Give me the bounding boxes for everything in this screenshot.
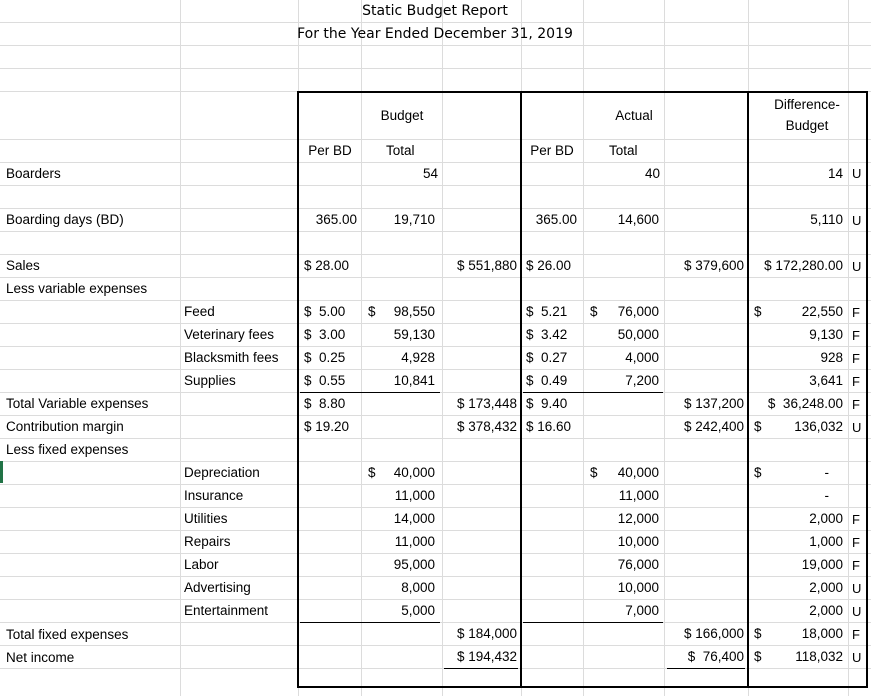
actual-total: 10,000 <box>617 580 659 595</box>
actual-total: 14,600 <box>617 212 659 227</box>
difference-currency: $ <box>754 304 762 319</box>
variance-flag: U <box>852 259 862 274</box>
row-label: Total Variable expenses <box>6 396 149 411</box>
row-label: Blacksmith fees <box>184 350 279 365</box>
row-label: Advertising <box>184 580 251 595</box>
difference-currency: $ <box>754 465 762 480</box>
gridline <box>180 0 181 696</box>
report-title: Static Budget Report <box>362 3 508 19</box>
budget-total: 59,130 <box>393 327 435 342</box>
budget-sum: $ 173,448 <box>456 396 517 411</box>
actual-per-bd: $ 0.49 <box>526 373 568 388</box>
row-label: Boarding days (BD) <box>6 212 124 227</box>
difference-value: - <box>824 465 829 480</box>
variance-flag: F <box>852 512 860 527</box>
total-underline <box>444 668 518 669</box>
variance-flag: F <box>852 535 860 550</box>
difference-value: $ 172,280.00 <box>764 258 843 273</box>
row-label: Net income <box>6 650 75 665</box>
actual-per-bd: $ 3.42 <box>526 327 568 342</box>
budget-per-bd: $ 28.00 <box>304 258 350 273</box>
actual-total: 12,000 <box>617 511 659 526</box>
gridline <box>0 277 871 278</box>
row-label: Insurance <box>184 488 244 503</box>
gridline <box>0 162 871 163</box>
budget-total: 4,928 <box>401 350 435 365</box>
subtotal-underline <box>300 392 440 393</box>
row-label: Supplies <box>184 373 236 388</box>
actual-total: 7,000 <box>625 603 659 618</box>
border-right <box>866 91 868 688</box>
actual-total: 40,000 <box>617 465 659 480</box>
gridline <box>0 300 871 301</box>
budget-per-bd: $ 0.25 <box>304 350 346 365</box>
row-label: Repairs <box>184 534 231 549</box>
row-label: Total fixed expenses <box>6 627 129 642</box>
row-label: Veterinary fees <box>184 327 275 342</box>
section-label: Less fixed expenses <box>6 442 129 457</box>
variance-flag: F <box>852 627 860 642</box>
gridline <box>0 530 871 531</box>
gridline <box>442 0 443 696</box>
difference-currency: $ <box>754 626 762 641</box>
actual-currency: $ <box>590 465 598 480</box>
gridline <box>0 231 871 232</box>
budget-currency: $ <box>368 304 376 319</box>
variance-flag: F <box>852 397 860 412</box>
variance-flag: F <box>852 558 860 573</box>
variance-flag: F <box>852 328 860 343</box>
difference-value: - <box>824 488 829 503</box>
actual-total: 76,000 <box>617 557 659 572</box>
actual-sum: $ 379,600 <box>683 258 744 273</box>
actual-total: 11,000 <box>618 488 659 503</box>
budget-total: 8,000 <box>401 580 435 595</box>
actual-per-bd: $ 16.60 <box>526 419 572 434</box>
budget-total-header: Total <box>386 143 415 158</box>
gridline <box>0 185 871 186</box>
budget-per-bd: 365.00 <box>315 212 357 227</box>
difference-value: 2,000 <box>809 511 843 526</box>
subtotal-underline <box>523 392 663 393</box>
report-subtitle: For the Year Ended December 31, 2019 <box>297 26 573 42</box>
budget-per-bd-header: Per BD <box>308 143 352 158</box>
difference-header-line1: Difference- <box>774 97 840 112</box>
actual-currency: $ <box>590 304 598 319</box>
variance-flag: F <box>852 374 860 389</box>
variance-flag: U <box>852 166 862 181</box>
variance-flag: U <box>852 650 862 665</box>
actual-per-bd-header: Per BD <box>530 143 574 158</box>
difference-currency: $ <box>754 649 762 664</box>
variance-flag: U <box>852 420 862 435</box>
gridline <box>0 68 871 69</box>
difference-value: 22,550 <box>801 304 843 319</box>
variance-flag: U <box>852 213 862 228</box>
actual-total: 7,200 <box>625 373 659 388</box>
gridline <box>0 438 871 439</box>
budget-total: 40,000 <box>393 465 435 480</box>
active-cell-indicator <box>0 461 3 483</box>
row-label: Utilities <box>184 511 228 526</box>
actual-total: 4,000 <box>625 350 659 365</box>
budget-header: Budget <box>380 108 424 123</box>
budget-total: 14,000 <box>393 511 435 526</box>
difference-value: 1,000 <box>809 534 843 549</box>
border-diff-left <box>747 91 749 688</box>
budget-per-bd: $ 3.00 <box>304 327 346 342</box>
difference-value: 136,032 <box>794 419 843 434</box>
difference-header-line2: Budget <box>785 118 829 133</box>
actual-per-bd: $ 5.21 <box>526 304 568 319</box>
row-label: Labor <box>184 557 219 572</box>
budget-per-bd: $ 8.80 <box>304 396 346 411</box>
gridline <box>0 139 871 140</box>
variance-flag: F <box>852 305 860 320</box>
actual-per-bd: $ 9.40 <box>526 396 568 411</box>
gridline <box>583 0 584 696</box>
row-label: Depreciation <box>184 465 260 480</box>
actual-sum: $ 137,200 <box>683 396 744 411</box>
total-underline <box>667 668 745 669</box>
border-left <box>297 91 299 688</box>
difference-value: 118,032 <box>795 649 843 664</box>
budget-sum: $ 194,432 <box>456 649 517 664</box>
section-label: Less variable expenses <box>6 281 148 296</box>
gridline <box>361 0 362 696</box>
gridline <box>0 45 871 46</box>
gridline <box>0 22 871 23</box>
budget-sum: $ 551,880 <box>456 258 517 273</box>
variance-flag: U <box>852 581 862 596</box>
difference-value: 19,000 <box>801 557 843 572</box>
actual-per-bd: $ 26.00 <box>526 258 572 273</box>
gridline <box>0 254 871 255</box>
budget-total: 95,000 <box>393 557 435 572</box>
subtotal-underline <box>300 622 440 623</box>
gridline <box>0 484 871 485</box>
gridline <box>0 461 871 462</box>
budget-total: 10,841 <box>393 373 435 388</box>
row-label: Feed <box>184 304 215 319</box>
budget-per-bd: $ 19.20 <box>304 419 350 434</box>
difference-value: 5,110 <box>810 212 843 227</box>
budget-per-bd: $ 5.00 <box>304 304 346 319</box>
row-label: Boarders <box>6 166 61 181</box>
actual-total: 76,000 <box>617 304 659 319</box>
gridline <box>0 208 871 209</box>
actual-header: Actual <box>615 108 653 123</box>
gridline <box>664 0 665 696</box>
difference-currency: $ <box>754 419 762 434</box>
actual-total: 40 <box>644 166 660 181</box>
gridline <box>0 645 871 646</box>
actual-total-header: Total <box>609 143 638 158</box>
budget-per-bd: $ 0.55 <box>304 373 346 388</box>
subtotal-underline <box>523 622 663 623</box>
border-bottom <box>297 686 868 688</box>
row-label: Entertainment <box>184 603 269 618</box>
gridline <box>0 346 871 347</box>
actual-sum: $ 76,400 <box>687 649 744 664</box>
difference-value: 2,000 <box>809 603 843 618</box>
budget-total: 54 <box>422 166 438 181</box>
border-mid <box>520 91 522 688</box>
gridline <box>0 415 871 416</box>
budget-total: 11,000 <box>394 534 435 549</box>
budget-currency: $ <box>368 465 376 480</box>
difference-value: 2,000 <box>809 580 843 595</box>
gridline <box>0 553 871 554</box>
actual-per-bd: 365.00 <box>535 212 577 227</box>
variance-flag: U <box>852 604 862 619</box>
gridline <box>0 599 871 600</box>
row-label: Sales <box>6 258 40 273</box>
actual-per-bd: $ 0.27 <box>526 350 568 365</box>
row-label: Contribution margin <box>6 419 124 434</box>
gridline <box>0 369 871 370</box>
difference-value: 3,641 <box>809 373 843 388</box>
difference-value: 9,130 <box>809 327 843 342</box>
budget-total: 5,000 <box>401 603 435 618</box>
actual-sum: $ 242,400 <box>683 419 744 434</box>
difference-value: 14 <box>827 166 843 181</box>
difference-value: $ 36,248.00 <box>767 396 843 411</box>
gridline <box>0 507 871 508</box>
actual-total: 10,000 <box>617 534 659 549</box>
budget-sum: $ 184,000 <box>456 626 517 641</box>
actual-sum: $ 166,000 <box>683 626 744 641</box>
budget-total: 98,550 <box>393 304 435 319</box>
budget-total: 19,710 <box>393 212 435 227</box>
difference-value: 928 <box>820 350 843 365</box>
actual-total: 50,000 <box>617 327 659 342</box>
variance-flag: F <box>852 351 860 366</box>
difference-value: 18,000 <box>801 626 843 641</box>
border-top <box>297 91 868 93</box>
gridline <box>0 323 871 324</box>
budget-total: 11,000 <box>394 488 435 503</box>
budget-sum: $ 378,432 <box>456 419 517 434</box>
gridline <box>0 576 871 577</box>
